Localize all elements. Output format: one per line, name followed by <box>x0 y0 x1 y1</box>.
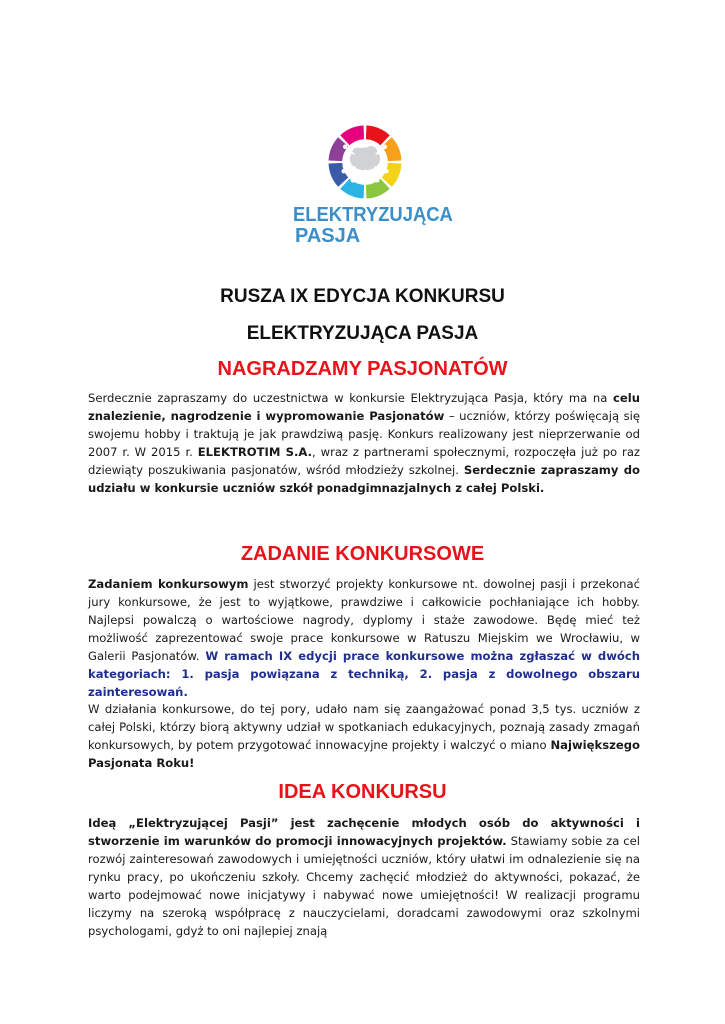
paragraph-intro <box>88 389 640 497</box>
logo-circle-icon <box>327 124 403 200</box>
paragraph-idea <box>88 814 640 940</box>
text: , wraz z partnerami społecznymi, rozpoczęła już po raz dziewiąty poszukiwania pasjonatów, wśród młodzieży szkolnej. <box>88 445 641 477</box>
heading-contest-name: ELEKTRYZUJĄCA PASJA <box>246 323 479 344</box>
heading-task: ZADANIE KONKURSOWE <box>240 543 485 565</box>
logo-segment <box>382 137 402 161</box>
title-award: Największego Pasjonata Roku! <box>88 738 640 770</box>
text: Stawiamy sobie za cel rozwój zainteresowań zawodowych i umiejętności uczniów, który ułatwi im odnalezienie się na rynku pracy, po ukończeniu szkoły. Chcemy zachęcić młodzież do aktywności, pokazać, że warto podejmować nowe inicjatywy i nabywać nowe umiejętności! W realizacji programu liczymy na szeroką współpracę z nauczycielami, doradcami zawodowymi oraz szkolnymi psychologami, gdyż to oni najlepiej znają <box>88 834 640 938</box>
paragraph-activities <box>88 700 640 772</box>
logo-segment <box>382 163 402 187</box>
text: – uczniów, którzy poświęcają się swojemu hobby i traktują je jak prawdziwą pasję. Konkurs realizowany jest nieprzerwanie od 2007 r. W 2015 r. <box>88 409 640 459</box>
logo <box>293 118 453 248</box>
logo-segment <box>366 126 390 146</box>
bold-text: Ideą „Elektryzującej Pasji” jest zachęcenie młodych osób do aktywności i stworzenie im warunków do promocji innowacyjnych projektów. <box>88 816 640 848</box>
logo-segment <box>340 126 364 146</box>
logo-segment <box>329 137 349 161</box>
text: jest stworzyć projekty konkursowe nt. dowolnej pasji i przekonać jury konkursowe, że jest to wyjątkowe, prawdziwe i całkowicie pochłaniające ich hobby. Najlepsi powalczą o wartościowe nagrody, dyplomy i staże zawodowe. Będę mieć też możliwość zaprezentować swoje prace konkursowe w Ratuszu Miejskim we Wrocławiu, w Galerii Pasjonatów. <box>88 577 640 663</box>
logo-text-line1: ELEKTRYZUJĄCA <box>293 204 453 226</box>
heading-rewarding: NAGRADZAMY PASJONATÓW <box>217 358 508 380</box>
text: W działania konkursowe, do tej pory, udało nam się zaangażować ponad 3,5 tys. uczniów z całej Polski, którzy biorą aktywny udział w spotkaniach edukacyjnych, poznają zasady zmagań konkursowych, by potem przygotować innowacyjne projekty i walczyć o miano <box>88 702 640 752</box>
bold-text: celu znalezienie, nagrodzenie i wypromowanie Pasjonatów <box>88 391 640 423</box>
invitation-text: Serdecznie zapraszamy do udziału w konkursie uczniów szkół ponadgimnazjalnych z całej Polski. <box>88 463 640 495</box>
heading-idea: IDEA KONKURSU <box>278 781 447 803</box>
categories-text: W ramach IX edycji prace konkursowe można zgłaszać w dwóch kategoriach: 1. pasja powiązana z techniką, 2. pasja z dowolnego obszaru zainteresowań. <box>88 649 640 699</box>
text: Serdecznie zapraszamy do uczestnictwa w konkursie Elektryzująca Pasja, który ma na <box>88 391 614 405</box>
paragraph-task <box>88 575 640 701</box>
logo-text-line2: PASJA <box>295 225 361 247</box>
logo-segment <box>329 163 349 187</box>
heading-edition: RUSZA IX EDYCJA KONKURSU <box>220 286 505 307</box>
bold-text: Zadaniem konkursowym <box>88 577 249 591</box>
company-name: ELEKTROTIM S.A. <box>197 445 312 459</box>
